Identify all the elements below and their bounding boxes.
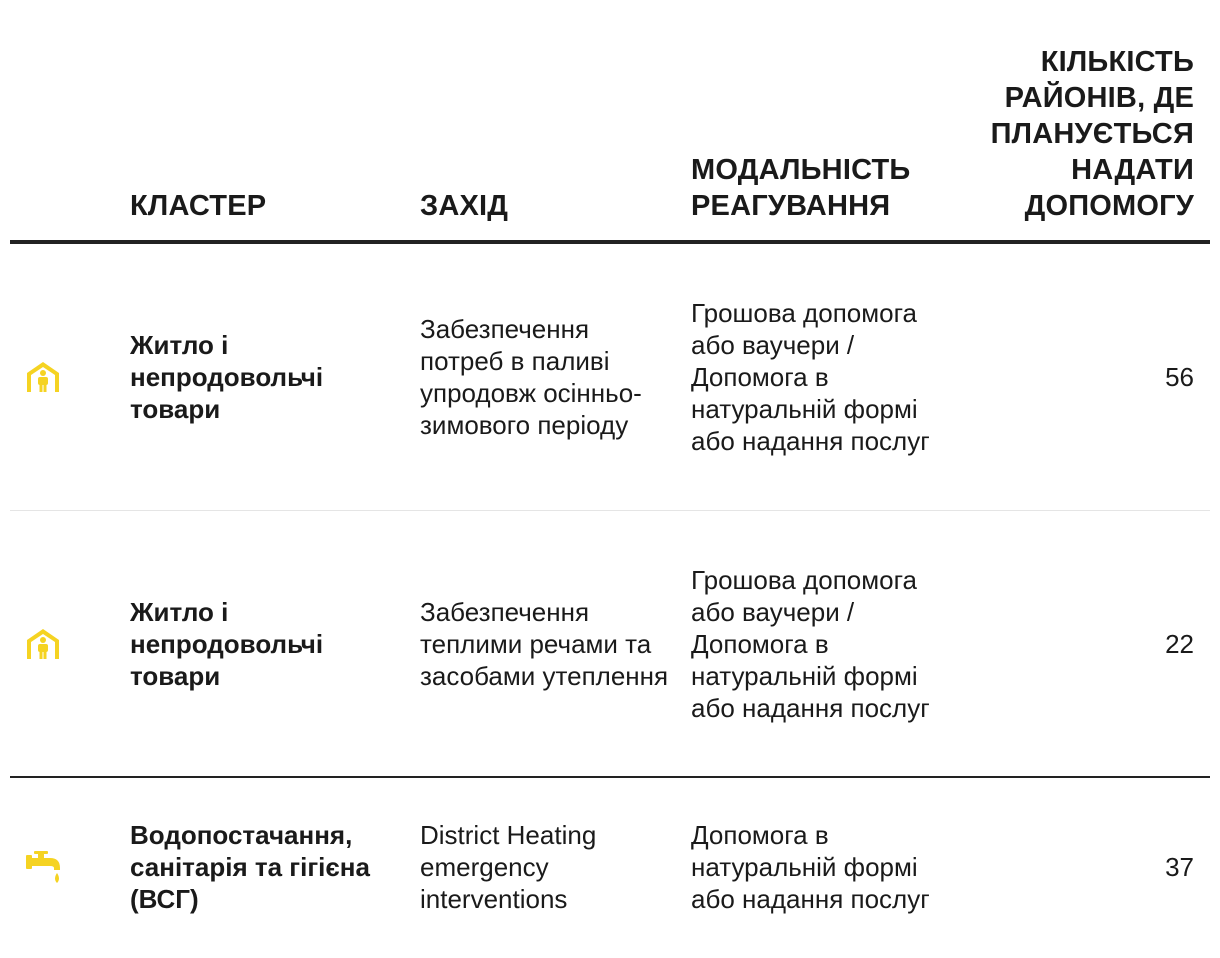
cluster-name: Водопостачання, санітарія та гігієна (ВСГ): [130, 820, 370, 914]
table-row: [10, 511, 1210, 778]
water-tap-icon: [24, 778, 64, 956]
measure-text: District Heating emergency interventions: [420, 820, 597, 914]
header-modality: МОДАЛЬНІСТЬ РЕАГУВАННЯ: [691, 154, 911, 222]
shelter-icon: [24, 244, 64, 510]
table-row: [10, 778, 1210, 956]
cluster-name: Житло і непродовольчі товари: [130, 330, 324, 424]
header-count: КІЛЬКІСТЬ РАЙОНІВ, ДЕ ПЛАНУЄТЬСЯ НАДАТИ ДОПОМОГУ: [990, 46, 1194, 222]
measure-text: Забезпечення потреб в паливі упродовж осінньо-зимового періоду: [420, 314, 642, 440]
district-count: 37: [1165, 852, 1194, 882]
district-count: 22: [1165, 628, 1194, 659]
header-measure: ЗАХІД: [420, 190, 509, 222]
table-row: [10, 244, 1210, 511]
modality-text: Грошова допомога або ваучери / Допомога в натуральній формі або надання послуг: [691, 298, 930, 456]
cluster-table: [10, 0, 1210, 956]
header-cluster: КЛАСТЕР: [130, 190, 267, 222]
modality-text: Допомога в натуральній формі або надання послуг: [691, 820, 930, 914]
table-header: [10, 0, 1210, 244]
measure-text: Забезпечення теплими речами та засобами утеплення: [420, 596, 669, 691]
cluster-name: Житло і непродовольчі товари: [130, 596, 324, 691]
shelter-icon: [24, 511, 64, 776]
modality-text: Грошова допомога або ваучери / Допомога в натуральній формі або надання послуг: [691, 564, 930, 723]
district-count: 56: [1165, 362, 1194, 392]
